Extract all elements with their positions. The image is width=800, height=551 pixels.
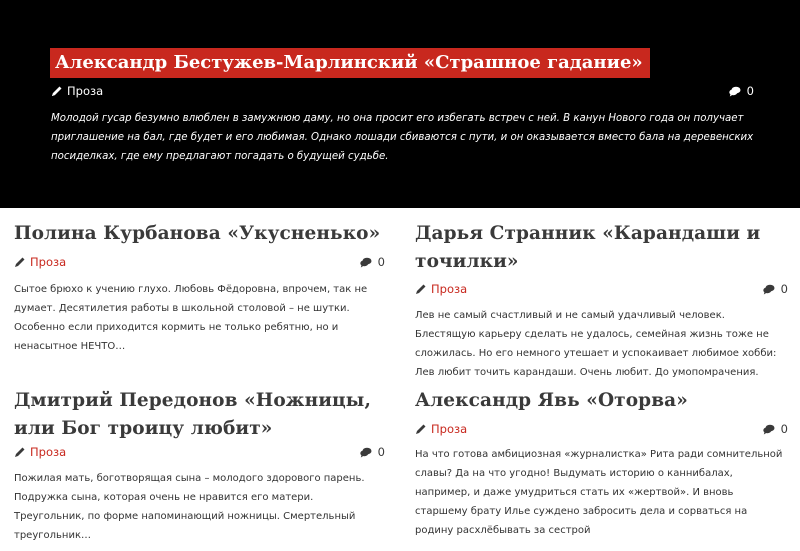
post-excerpt: На что готова амбициозная «журналистка» Рита ради сомнительной славы? Да на что угодно! Выдумать историю о каннибалах, например, и даже умудриться стать их «жертвой». И вновь старшему брату Илье суждено забросить дела и сорваться на родину расхлёбывать за сестрой bbox=[415, 449, 783, 536]
comments-icon bbox=[763, 284, 775, 295]
post-card bbox=[415, 387, 788, 540]
pencil-icon bbox=[14, 446, 26, 458]
featured-category[interactable] bbox=[51, 84, 103, 98]
post-card bbox=[415, 220, 788, 382]
pencil-icon bbox=[415, 423, 427, 435]
post-meta bbox=[415, 422, 788, 438]
post-category[interactable] bbox=[14, 255, 66, 269]
post-category[interactable] bbox=[415, 422, 467, 436]
post-comments-count: 0 bbox=[780, 422, 788, 436]
post-title[interactable]: Александр Явь «Оторва» bbox=[415, 390, 688, 411]
comments-icon bbox=[360, 447, 372, 458]
post-comments[interactable] bbox=[360, 255, 385, 269]
post-comments-count: 0 bbox=[377, 255, 385, 269]
featured-post-title[interactable]: Александр Бестужев-Марлинский «Страшное гадание» bbox=[50, 48, 650, 78]
post-card bbox=[14, 220, 385, 356]
post-category[interactable] bbox=[14, 445, 66, 459]
featured-post-excerpt: Молодой гусар безумно влюблен в замужнюю даму, но она просит его избегать встреч с ней. В канун Нового года он получает приглашение на бал, где будет и его любимая. Однако лошади сбиваются с пути, и он оказывается вместо бала на деревенских посиделках, где ему предлагают погадать о будущей судьбе. bbox=[51, 113, 754, 162]
comments-icon bbox=[729, 86, 741, 97]
post-title[interactable]: Дарья Странник «Карандаши и точилки» bbox=[415, 223, 761, 272]
post-category-label: Проза bbox=[431, 422, 468, 436]
post-comments-count: 0 bbox=[780, 282, 788, 296]
featured-comments[interactable] bbox=[729, 84, 754, 98]
post-comments-count: 0 bbox=[377, 445, 385, 459]
post-title[interactable]: Дмитрий Передонов «Ножницы, или Бог троицу любит» bbox=[14, 390, 371, 439]
post-category-label: Проза bbox=[431, 282, 468, 296]
post-meta bbox=[14, 445, 385, 461]
post-category-label: Проза bbox=[30, 255, 67, 269]
comments-icon bbox=[360, 257, 372, 268]
post-title[interactable]: Полина Курбанова «Укусненько» bbox=[14, 223, 381, 244]
post-excerpt: Сытое брюхо к учению глухо. Любовь Фёдоровна, впрочем, так не думает. Десятилетия работы в школьной столовой – не шутки. Особенно если приходится кормить не только ребятню, но и ненасытное НЕЧТО… bbox=[14, 284, 368, 352]
post-meta bbox=[14, 255, 385, 271]
featured-comments-count: 0 bbox=[746, 84, 754, 98]
featured-post bbox=[0, 0, 800, 208]
pencil-icon bbox=[51, 85, 63, 97]
post-comments[interactable] bbox=[360, 445, 385, 459]
post-comments[interactable] bbox=[763, 282, 788, 296]
comments-icon bbox=[763, 424, 775, 435]
post-category[interactable] bbox=[415, 282, 467, 296]
pencil-icon bbox=[14, 256, 26, 268]
post-card bbox=[14, 387, 385, 545]
post-excerpt: Лев не самый счастливый и не самый удачливый человек. Блестящую карьеру сделать не удалось, семейная жизнь тоже не сложилась. Но его немного утешает и успокаивает любимое хобби: Лев любит точить карандаши. Очень любит. До умопомрачения. bbox=[415, 310, 777, 378]
post-comments[interactable] bbox=[763, 422, 788, 436]
featured-category-label: Проза bbox=[67, 84, 104, 98]
post-category-label: Проза bbox=[30, 445, 67, 459]
pencil-icon bbox=[415, 283, 427, 295]
post-meta bbox=[415, 282, 788, 298]
post-excerpt: Пожилая мать, боготворящая сына – молодого здорового парень. Подружка сына, которая очень не нравится его матери. Треугольник, по форме напоминающий ножницы. Смертельный треугольник… bbox=[14, 473, 365, 541]
featured-post-meta bbox=[51, 84, 754, 100]
